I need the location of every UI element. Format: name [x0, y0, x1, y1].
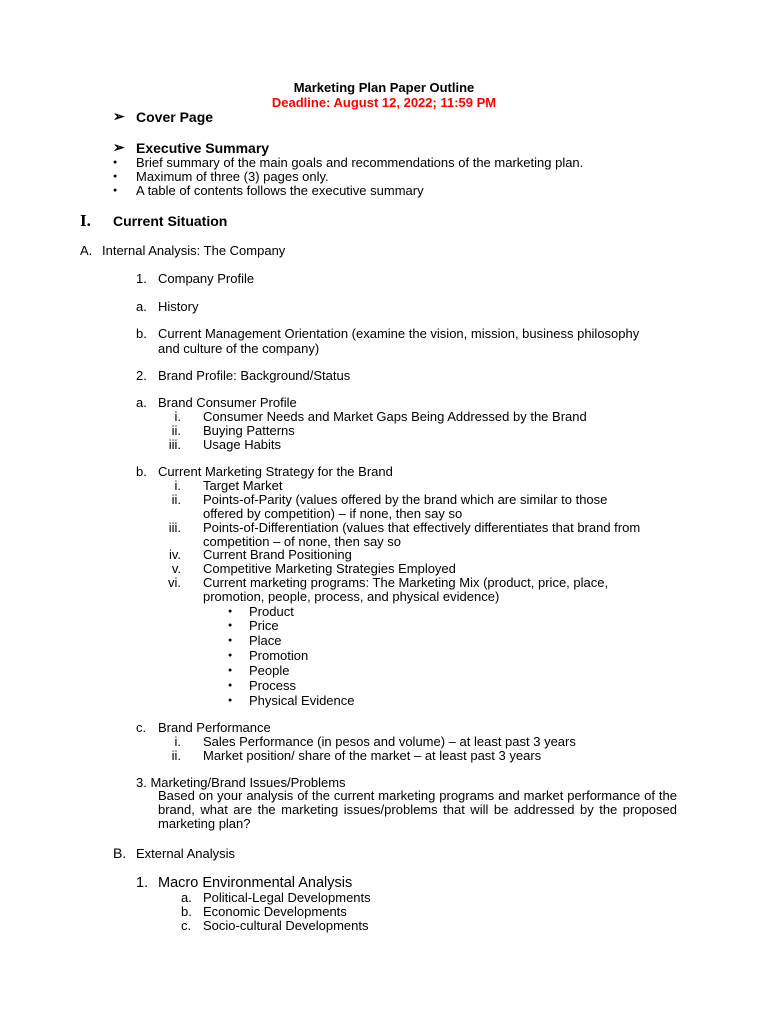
roman-marker: v.: [171, 561, 181, 576]
bullet-icon: ●: [113, 173, 118, 180]
list-item: Price: [249, 618, 279, 633]
item-marker: c.: [181, 918, 192, 933]
item-marker: c.: [136, 720, 147, 735]
item-marker: a.: [136, 299, 147, 314]
subsection-marker: A.: [80, 243, 93, 258]
item-label: Brand Profile: Background/Status: [158, 368, 351, 383]
bullet-icon: ●: [228, 682, 233, 689]
list-item: Competitive Marketing Strategies Employed: [203, 561, 456, 576]
arrow-bullet-icon: ➢: [113, 108, 125, 124]
subsection-label: Internal Analysis: The Company: [102, 243, 286, 258]
item-label: Brand Performance: [158, 720, 271, 735]
item-marker: a.: [181, 890, 192, 905]
roman-marker: iii.: [168, 437, 181, 452]
list-item: Product: [249, 604, 294, 619]
list-item: Physical Evidence: [249, 693, 355, 708]
section-numeral: I.: [80, 211, 91, 230]
roman-marker: i.: [174, 409, 181, 424]
list-item: Economic Developments: [203, 904, 347, 919]
item-marker: b.: [181, 904, 192, 919]
item-label: and culture of the company): [158, 341, 320, 356]
list-item: A table of contents follows the executive summary: [136, 183, 424, 198]
subsection-label: External Analysis: [136, 846, 235, 861]
list-item: Socio-cultural Developments: [203, 918, 369, 933]
bullet-icon: ●: [113, 187, 118, 194]
item-label: Macro Environmental Analysis: [158, 875, 353, 891]
subsection-marker: B.: [113, 845, 127, 861]
roman-marker: ii.: [171, 423, 181, 438]
item-marker: 1.: [136, 875, 149, 891]
item-marker: b.: [136, 326, 147, 341]
list-item: Usage Habits: [203, 437, 282, 452]
list-item: Current Brand Positioning: [203, 547, 352, 562]
deadline: Deadline: August 12, 2022; 11:59 PM: [271, 95, 497, 110]
list-item: offered by competition) – if none, then say so: [203, 506, 463, 521]
list-item: Process: [249, 678, 296, 693]
list-item: Sales Performance (in pesos and volume) – at least past 3 years: [203, 734, 576, 749]
item-marker: a.: [136, 395, 147, 410]
bullet-icon: ●: [228, 608, 233, 615]
list-item: Points-of-Parity (values offered by the brand which are similar to those: [203, 492, 608, 507]
cover-page-heading: Cover Page: [136, 109, 214, 125]
list-item: Consumer Needs and Market Gaps Being Addressed by the Brand: [203, 409, 587, 424]
list-item: competition – of none, then say so: [203, 534, 402, 549]
list-item: Market position/ share of the market – at least past 3 years: [203, 748, 542, 763]
list-item: Political-Legal Developments: [203, 890, 371, 905]
roman-marker: ii.: [171, 492, 181, 507]
list-item: Promotion: [249, 648, 309, 663]
roman-marker: ii.: [171, 748, 181, 763]
list-item: Target Market: [203, 478, 283, 493]
bullet-icon: ●: [228, 622, 233, 629]
section-heading: Current Situation: [113, 213, 228, 229]
roman-marker: i.: [174, 734, 181, 749]
item-marker: 1.: [136, 271, 147, 286]
item-label: Company Profile: [158, 271, 255, 286]
roman-marker: iii.: [168, 520, 181, 535]
item-marker: 2.: [136, 368, 147, 383]
list-item: Current marketing programs: The Marketing Mix (product, price, place,: [203, 575, 609, 590]
arrow-bullet-icon: ➢: [113, 139, 125, 155]
item-label: Brand Consumer Profile: [158, 395, 297, 410]
item-marker: b.: [136, 464, 147, 479]
page-title: Marketing Plan Paper Outline: [293, 80, 475, 95]
list-item: Brief summary of the main goals and recommendations of the marketing plan.: [136, 155, 584, 170]
roman-marker: iv.: [168, 547, 181, 562]
list-item: Place: [249, 633, 282, 648]
bullet-icon: ●: [228, 667, 233, 674]
list-item: Maximum of three (3) pages only.: [136, 169, 329, 184]
roman-marker: vi.: [168, 575, 181, 590]
item-label: Current Marketing Strategy for the Brand: [158, 464, 393, 479]
bullet-icon: ●: [228, 652, 233, 659]
list-item: People: [249, 663, 290, 678]
item-body: Based on your analysis of the current marketing programs and market performance of the brand, what are the marketing issues/problems that will be addressed by the proposed marketing plan?: [158, 788, 677, 831]
roman-marker: i.: [174, 478, 181, 493]
bullet-icon: ●: [113, 159, 118, 166]
bullet-icon: ●: [228, 637, 233, 644]
list-item: Buying Patterns: [203, 423, 295, 438]
item-label: 3. Marketing/Brand Issues/Problems: [136, 775, 346, 790]
item-label: History: [158, 299, 199, 314]
list-item: Points-of-Differentiation (values that effectively differentiates that brand from: [203, 520, 641, 535]
bullet-icon: ●: [228, 697, 233, 704]
list-item: promotion, people, process, and physical evidence): [203, 589, 500, 604]
item-label: Current Management Orientation (examine the vision, mission, business philosophy: [158, 326, 640, 341]
executive-summary-heading: Executive Summary: [136, 140, 270, 156]
